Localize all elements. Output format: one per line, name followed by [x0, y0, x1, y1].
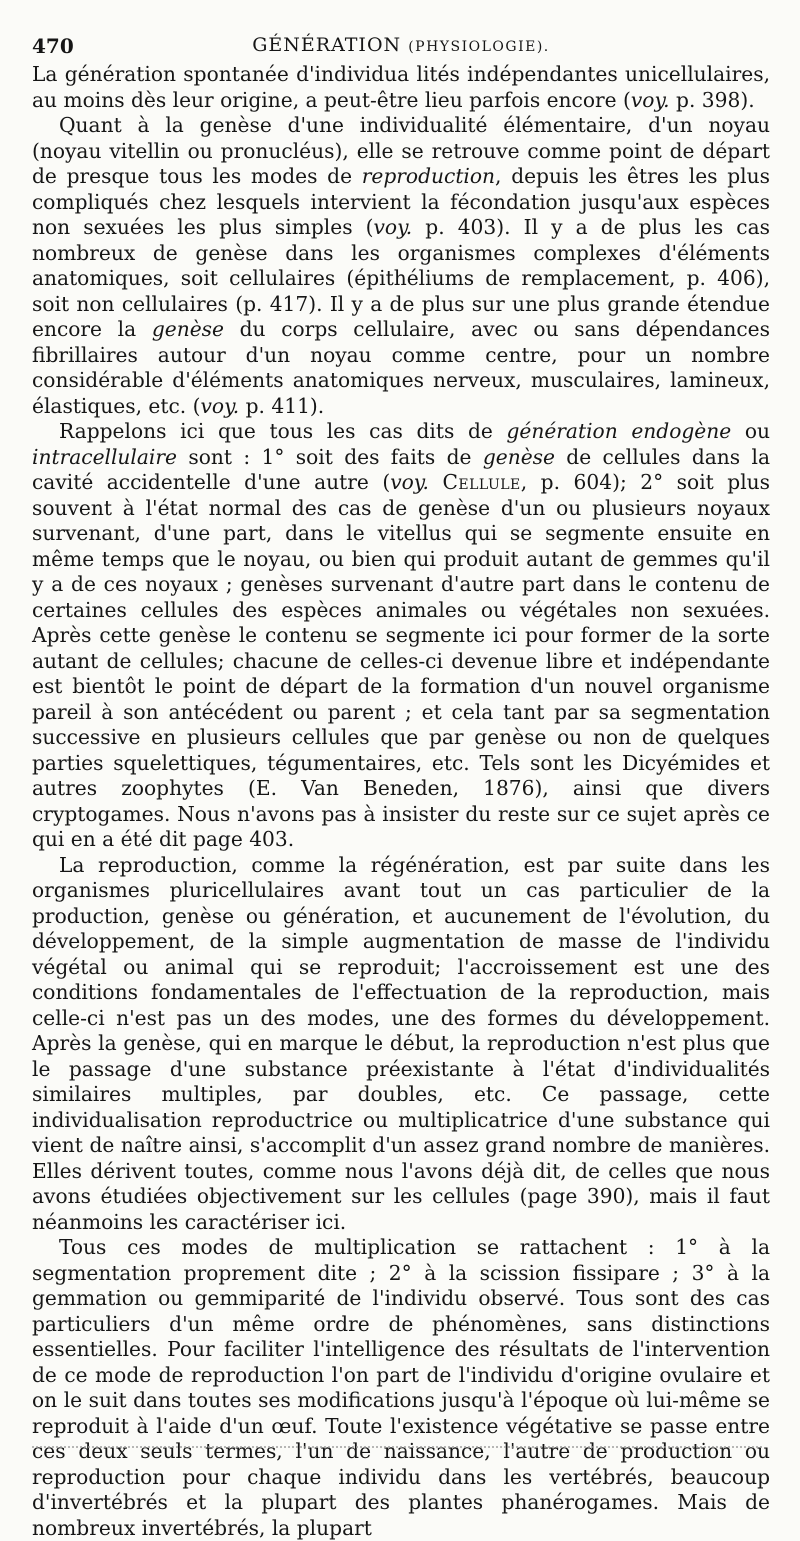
page-number: 470: [32, 34, 74, 58]
running-head-title: GÉNÉRATION: [252, 34, 402, 56]
book-page: [32, 28, 770, 1541]
paragraph-4: La reproduction, comme la régénération, est par suite dans les organismes pluricellulaires avant tout un cas particulier de la production, genèse ou génération, et aucunement de l'évolution, du développement, de la simple augmentation de masse de l'individu végétal ou animal qui se reproduit; l'accroissement est une des conditions fondamentales de l'effectuation de la reproduction, mais celle-ci n'est pas un des modes, une des formes du développement. Après la genèse, qui en marque le début, la reproduction n'est plus que le passage d'une substance préexistante à l'état d'individualités similaires multiples, par doubles, etc. Ce passage, cette individualisation reproductrice ou multiplicatrice d'une substance qui vient de naître ainsi, s'accomplit d'un assez grand nombre de manières. Elles dérivent toutes, comme nous l'avons déjà dit, de celles que nous avons étudiées objectivement sur les cellules (page 390), mais il faut néanmoins les caractériser ici.: [32, 852, 770, 1234]
paragraph-5: Tous ces modes de multiplication se rattachent : 1° à la segmentation proprement dite ; 2° à la scission fissipare ; 3° à la gemmation ou gemmiparité de l'individu observé. Tous sont des cas particuliers d'un même ordre de phénomènes, sans distinctions essentielles. Pour faciliter l'intelligence des résultats de l'intervention de ce mode de reproduction l'on part de l'individu d'origine ovulaire et on le suit dans toutes ses modifications jusqu'à l'époque où lui-même se reproduit à l'aide d'un œuf. Toute l'existence végétative se passe entre ces deux seuls termes, l'un de naissance, l'autre de production ou reproduction pour chaque individu dans les vertébrés, beaucoup d'invertébrés et la plupart des plantes phanérogames. Mais de nombreux invertébrés, la plupart: [32, 1235, 770, 1540]
page-body: [32, 62, 770, 1541]
paragraph-1: La génération spontanée d'individua lités indépendantes unicellulaires, au moins dès leur origine, a peut-être lieu parfois encore (voy. p. 398).: [32, 62, 770, 112]
running-head-subject: (PHYSIOLOGIE).: [408, 39, 550, 55]
footer-rule: [32, 1446, 762, 1448]
paragraph-3: Rappelons ici que tous les cas dits de génération endogène ou intracellulaire sont : 1° soit des faits de genèse de cellules dans la cavité accidentelle d'une autre (voy. Cellule, p. 604); 2° soit plus souvent à l'état normal des cas de genèse d'un ou plusieurs noyaux survenant, d'une part, dans le vitellus qui se segmente ensuite en même temps que le noyau, ou bien qui produit autant de gemmes qu'il y a de ces noyaux ; genèses survenant d'autre part dans le contenu de certaines cellules des espèces animales ou végétales non sexuées. Après cette genèse le contenu se segmente ici pour former de la sorte autant de cellules; chacune de celles-ci devenue libre et indépendante est bientôt le point de départ de la formation d'un nouvel organisme pareil à son antécédent ou parent ; et cela tant par sa segmentation successive en plusieurs cellules que par genèse ou non de quelques parties squelettiques, tégumentaires, etc. Tels sont les Dicyémides et autres zoophytes (E. Van Beneden, 1876), ainsi que divers cryptogames. Nous n'avons pas à insister du reste sur ce sujet après ce qui en a été dit page 403.: [32, 419, 771, 851]
running-head: [32, 34, 770, 56]
page-header: [32, 28, 770, 62]
paragraph-2: Quant à la genèse d'une individualité élémentaire, d'un noyau (noyau vitellin ou pronucléus), elle se retrouve comme point de départ de presque tous les modes de reproduction, depuis les êtres les plus compliqués chez lesquels intervient la fécondation jusqu'aux espèces non sexuées les plus simples (voy. p. 403). Il y a de plus les cas nombreux de genèse dans les organismes complexes d'éléments anatomiques, soit cellulaires (épithéliums de remplacement, p. 406), soit non cellulaires (p. 417). Il y a de plus sur une plus grande étendue encore la genèse du corps cellulaire, avec ou sans dépendances fibrillaires autour d'un noyau comme centre, pour un nombre considérable d'éléments anatomiques nerveux, musculaires, lamineux, élastiques, etc. (voy. p. 411).: [32, 113, 770, 418]
